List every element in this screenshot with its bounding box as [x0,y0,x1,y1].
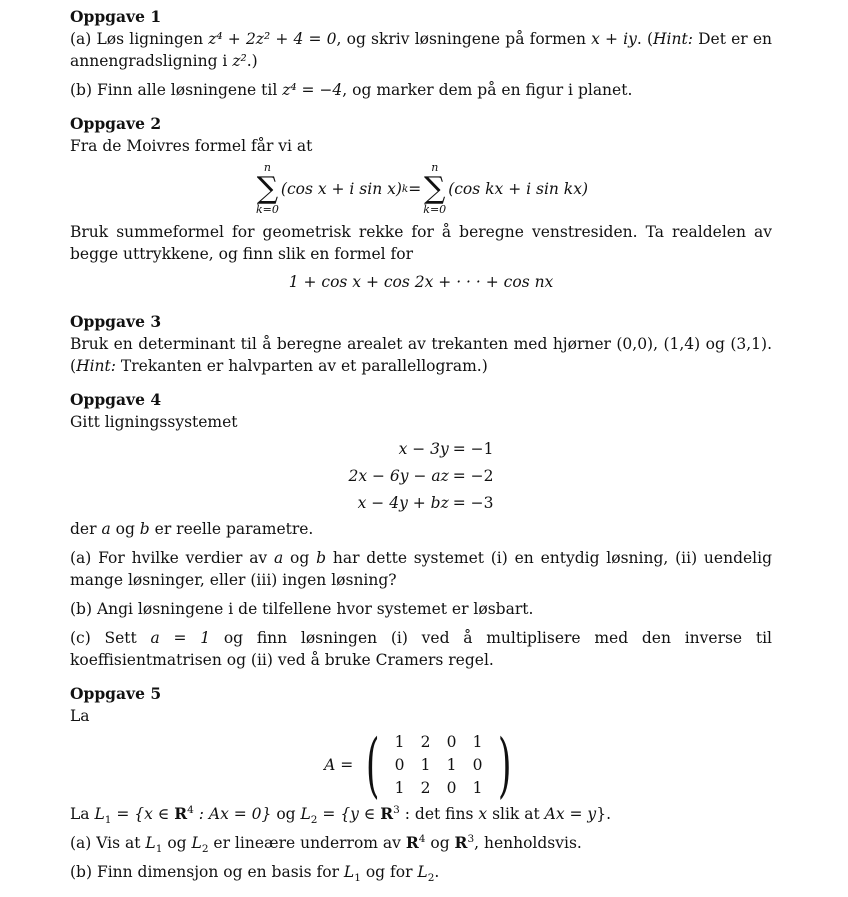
equation-row: x − 3y = −1 [398,439,494,458]
exercise-3 [70,311,772,377]
equation-row: 2x − 6y − az = −2 [348,466,494,485]
exercise-4-params: der a og b er reelle parametre. [70,520,314,538]
exercise-5b: (b) Finn dimensjon og en basis for $L_1$ og for $L_2$. [70,863,440,885]
exercise-4c: (c) Sett a = 1 og finn løsningen (i) ved å multiplisere med den inverse til koeffisientmatrisen og (ii) ved å bruke Cramers regel. [70,629,772,669]
exercise-5a: (a) Vis at $L_1$ og $L_2$ er lineære underrom av $R^4$ og $R^3$, henholdsvis. [70,832,582,856]
exercise-1-title: Oppgave 1 [70,7,162,26]
matrix-A: A = ( 1 2 0 1 0 1 1 0 1 2 0 1 ) [324,724,512,806]
exercise-1a: (a) Løs ligningen z⁴ + 2z² + 4 = 0, og skriv løsningene på formen x + iy. (Hint: Det er en annengradsligning i z².) [70,30,772,70]
exercise-1b: (b) Finn alle løsningene til z⁴ = −4, og marker dem på en figur i planet. [70,81,633,99]
exercise-4-intro: Gitt ligningssystemet [70,413,238,431]
matrix-row: 0 1 1 0 [394,756,483,774]
exercise-5-intro: La [70,707,90,725]
sum-left: n ∑ k=0 [256,161,279,216]
de-moivre-sum: n ∑ k=0 (cos x + i sin x) k = n ∑ k=0 (cos kx + i sin kx) [256,161,588,216]
exercise-3-title: Oppgave 3 [70,312,162,331]
exercise-5-definitions: La $L_1 = \{x$ ∈ $R^4$ : Ax = 0} og $L_2 = \{y$ ∈ $R^3$ : det fins x slik at Ax = y}. [70,803,611,827]
exercise-4a: (a) For hvilke verdier av a og b har dette systemet (i) en entydig løsning, (ii) uendelig mange løsninger, eller (iii) ingen løsning? [70,549,772,589]
exercise-1 [70,6,772,101]
exercise-4-title: Oppgave 4 [70,390,162,409]
matrix-row: 1 2 0 1 [394,733,483,751]
exercise-2-text: Bruk summeformel for geometrisk rekke for å beregne venstresiden. Ta realdelen av begge uttrykkene, og finn slik en formel for [70,223,772,263]
exercise-3-text: Bruk en determinant til å beregne arealet av trekanten med hjørner (0,0), (1,4) og (3,1). (Hint: Trekanten er halvparten av et parallellogram.) [70,335,772,375]
exercise-5 [70,683,772,883]
cos-sum-formula: 1 + cos x + cos 2x + · · · + cos nx [288,273,554,291]
matrix-row: 1 2 0 1 [394,779,483,797]
equation-system [70,435,772,516]
exercise-4 [70,389,772,671]
matrix-label: A = [324,756,354,774]
sum-right: n ∑ k=0 [423,161,447,216]
exercise-2 [70,113,772,299]
equation-row: x − 4y + bz = −3 [357,493,494,512]
exercise-4b: (b) Angi løsningene i de tilfellene hvor systemet er løsbart. [70,600,534,618]
exercise-2-title: Oppgave 2 [70,114,162,133]
exercise-5-title: Oppgave 5 [70,684,162,703]
exercise-sheet [70,6,772,883]
exercise-2-intro: Fra de Moivres formel får vi at [70,137,313,155]
